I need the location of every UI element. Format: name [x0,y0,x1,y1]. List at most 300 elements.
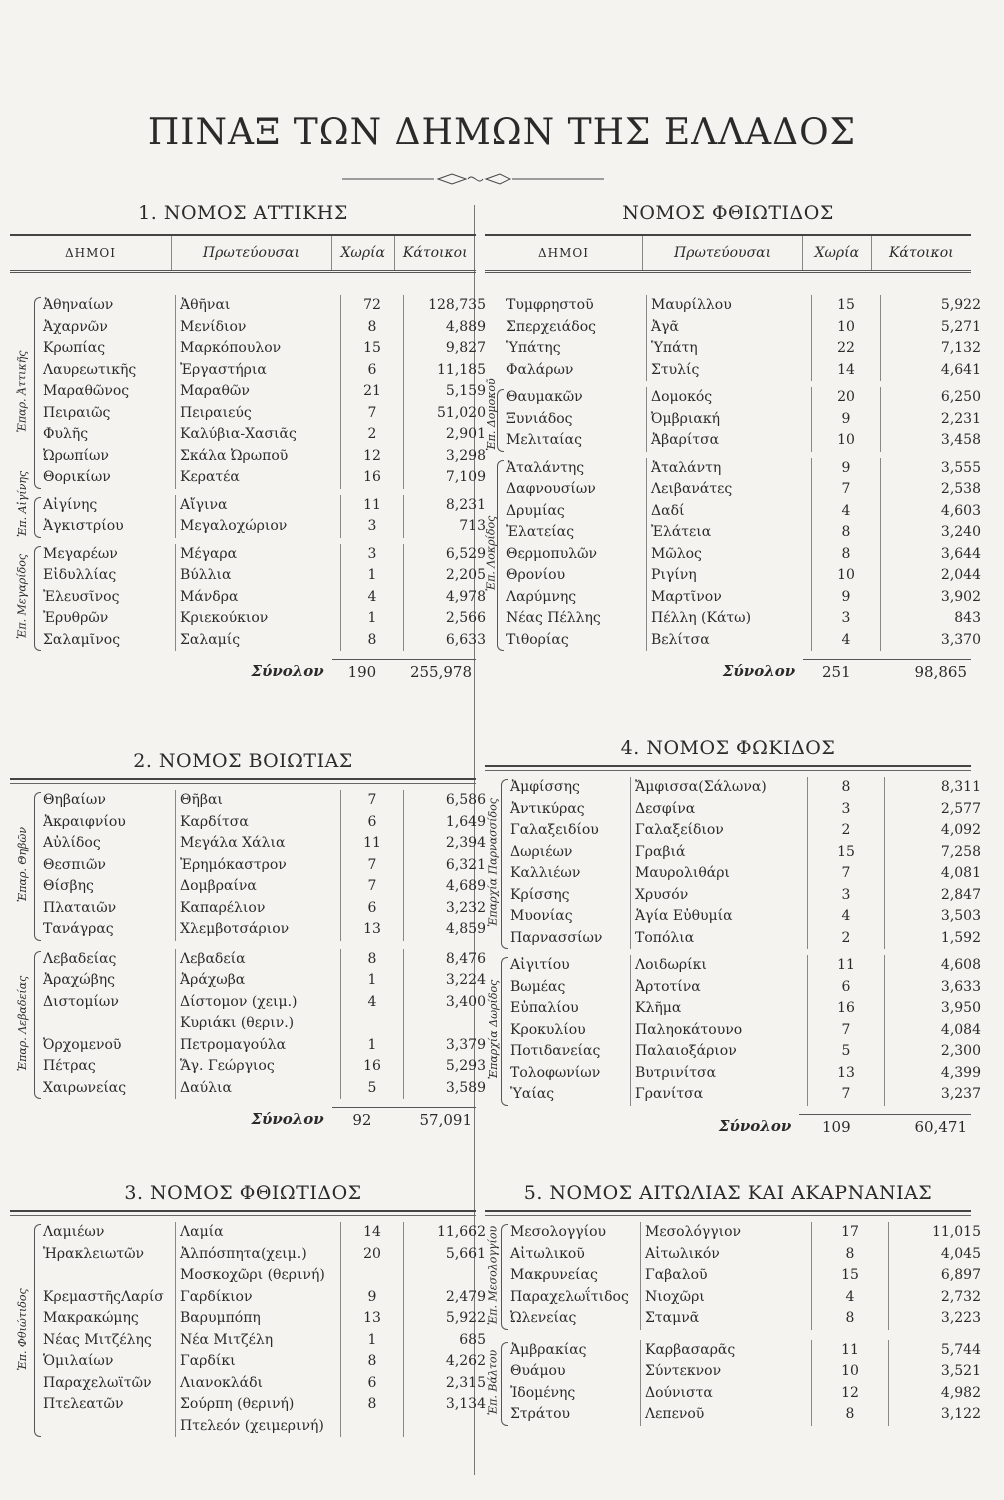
population-count: 51,020 [403,403,490,425]
table-row [40,970,490,992]
section-fthiotida_cont [484,200,981,683]
table-row [40,317,490,339]
district-side [485,295,503,381]
population-count: 6,321 [403,855,490,877]
population-count: 128,735 [403,295,490,317]
population-count: 5,922 [880,295,985,317]
village-count: 7 [340,876,403,898]
dimos-name: Μαραθῶνος [43,383,130,399]
district-label: Ἐπαρχία Παρνασσίδος [486,798,500,927]
capital-name: Νέα Μιτζέλη [175,1330,340,1352]
total-villages: 109 [799,1114,873,1138]
table-row [40,1308,490,1330]
capital-name: Μαρτῖνον [646,587,811,609]
population-count: 3,232 [403,898,490,920]
capital-name: Λειβανάτες [646,479,811,501]
table-row [40,403,490,425]
population-count: 2,847 [884,885,985,907]
capital-name: Μεσολόγγιον [640,1222,811,1244]
population-count: 3,240 [880,522,985,544]
capital-name: Δομοκός [646,387,811,409]
table-row [40,1056,490,1078]
population-count: 3,633 [884,977,985,999]
population-count: 4,859 [403,919,490,941]
table-row [40,1013,490,1035]
population-count: 3,458 [880,430,985,452]
village-count: 8 [807,777,884,799]
dimos-name: Ὀρχομενοῦ [43,1036,122,1053]
header-dimoi: ΔΗΜΟΙ [485,236,643,270]
village-count: 2 [807,928,884,950]
population-count: 2,901 [403,424,490,446]
table-row [503,317,985,339]
district-label: Ἐπ. Δομοκοῦ [484,378,498,451]
village-count: 4 [811,1287,888,1309]
total-label: Σύνολον [251,662,324,680]
dimos-name: Πλαταιῶν [43,899,117,916]
village-count: 8 [811,1404,888,1426]
capital-name: Παληοκάτουνο [630,1020,807,1042]
capital-name: Ὑπάτη [646,338,811,360]
dimos-name [40,1265,175,1287]
dimos-name: Ἀγκιστρίου [43,518,124,534]
table-row [503,587,985,609]
village-count: 10 [811,430,880,452]
capital-name: Ἅγ. Γεώργιος [175,1056,340,1078]
population-count: 3,555 [880,458,985,480]
section-rule [10,778,476,784]
village-count: 20 [340,1244,403,1266]
dimos-name: Χαιρωνείας [43,1079,127,1096]
population-count: 3,298 [403,446,490,468]
district-brace [34,792,41,941]
capital-name: Ἀγᾶ [646,317,811,339]
district-label: Ἐπ. Αἰγίνης [15,470,29,537]
dimos-name: Τολοφωνίων [510,1064,601,1081]
dimos-name: Διστομίων [43,993,119,1010]
table-row [507,1308,985,1330]
district-side [10,949,40,1100]
dimos-name: ΚρεμαστῆςΛαρίσ [43,1288,164,1305]
table-row [40,446,490,468]
capital-name: Πτελεόν (χειμερινή) [175,1416,340,1438]
capital-name: Μαυρίλλου [646,295,811,317]
table-row [40,381,490,403]
village-count: 10 [811,317,880,339]
capital-name: Ἐλάτεια [646,522,811,544]
capital-name: Ἁγία Εὐθυμία [630,906,807,928]
village-count [340,1265,403,1287]
population-count: 7,109 [403,467,490,489]
table-row [40,1265,490,1287]
village-count: 12 [811,1383,888,1405]
village-count: 10 [811,565,880,587]
population-count: 713 [403,516,490,538]
dimos-name: Θρονίου [506,567,566,583]
population-count: 6,586 [403,790,490,812]
village-count: 7 [340,403,403,425]
district-side [10,295,40,489]
district-label: Ἐπαρ. Θηβῶν [15,827,29,903]
district-side [10,470,40,538]
population-count: 5,661 [403,1244,490,1266]
table-row [40,544,490,566]
dimos-name: Ἀταλάντης [506,459,585,476]
district-brace [497,389,504,452]
table-row [40,1244,490,1266]
header-capitals: Πρωτεύουσαι [172,236,332,270]
capital-name: Κυριάκι (θεριν.) [175,1013,340,1035]
dimos-name: Ἀμφίσσης [510,779,580,795]
table-row [40,424,490,446]
header-population: Κάτοικοι [888,245,954,261]
village-count: 22 [811,338,880,360]
total-villages: 190 [332,659,392,683]
capital-name: Ἀράχωβα [175,970,340,992]
table-row [507,1340,985,1362]
capital-name: Μαραθῶν [175,381,340,403]
table-row [40,855,490,877]
capital-name: Ἀθῆναι [175,295,340,317]
dimos-name: Θυάμου [510,1363,566,1379]
table-row [507,820,985,842]
village-count: 6 [340,898,403,920]
section-title: 4. ΝΟΜΟΣ ΦΩΚΙΔΟΣ [620,737,836,759]
district-side [10,790,40,941]
population-count: 2,566 [403,608,490,630]
dimos-name: Δωριέων [510,843,573,860]
capital-name: Σαλαμίς [175,630,340,652]
table-row [40,1394,490,1416]
population-count: 3,503 [884,906,985,928]
table-row [40,833,490,855]
capital-name: Δαδί [646,501,811,523]
table-row [40,630,490,652]
dimos-name [40,1013,175,1035]
total-label: Σύνολον [718,1116,792,1135]
capital-name: Καπαρέλιον [175,898,340,920]
capital-name: Ἀρτοτίνα [630,977,807,999]
section-rule [10,1210,476,1216]
capital-name: Στυλίς [646,360,811,382]
capital-name: Αἰτωλικόν [640,1244,811,1266]
dimos-name: Θίσβης [43,878,94,894]
table-row [503,360,985,382]
table-row [40,876,490,898]
district-brace [34,951,41,1100]
population-count: 2,577 [884,799,985,821]
village-count: 7 [807,1020,884,1042]
dimos-name: Ὑαίας [510,1086,555,1102]
village-count: 4 [340,992,403,1014]
population-count: 11,662 [403,1222,490,1244]
village-count: 3 [340,516,403,538]
capital-name: Γαλαξείδιον [630,820,807,842]
village-count: 8 [340,949,403,971]
population-count: 2,315 [403,1373,490,1395]
village-count: 7 [807,1084,884,1106]
capital-name: Γραβιά [630,842,807,864]
district-side [485,777,507,949]
population-count: 3,122 [888,1404,985,1426]
dimos-name: Σπερχειάδος [506,318,596,335]
village-count: 8 [811,1244,888,1266]
capital-name: Μεγαλοχώριον [175,516,340,538]
district-rows [40,544,490,652]
dimos-name: Θορικίων [43,469,111,485]
table-row [40,992,490,1014]
dimos-name: Λαρύμνης [506,588,577,605]
dimos-name: Ἡρακλειωτῶν [43,1245,145,1262]
district-rows [507,955,985,1106]
village-count: 8 [340,1394,403,1416]
table-row [40,949,490,971]
table-row [40,295,490,317]
district-rows [40,790,490,941]
district-side [485,955,507,1106]
section-fthiotida3 [10,1180,486,1445]
village-count: 20 [811,387,880,409]
population-count: 4,608 [884,955,985,977]
district-group [10,790,486,941]
village-count: 6 [340,812,403,834]
population-count: 1,649 [403,812,490,834]
section-attiki [10,200,486,683]
population-count: 4,045 [888,1244,985,1266]
dimos-name: Ἐλευσῖνος [43,588,120,605]
district-group [10,949,486,1100]
population-count: 2,538 [880,479,985,501]
dimos-name: Ἀχαρνῶν [43,318,108,335]
population-count: 2,394 [403,833,490,855]
table-row [507,1265,985,1287]
table-row [507,799,985,821]
population-count: 7,132 [880,338,985,360]
capital-name: Γαρδίκιον [175,1287,340,1309]
table-row [503,295,985,317]
dimos-name: Αἰγίνης [43,496,98,513]
table-row [503,430,985,452]
dimos-name: Ἐρυθρῶν [43,610,109,626]
dimos-name: Εὐπαλίου [510,1000,579,1016]
capital-name: Δίστομον (χειμ.) [175,992,340,1014]
dimos-name: Πειραιῶς [43,404,111,421]
district-label: Ἐπ. Μεγαρίδος [15,554,29,640]
dimos-name: Θηβαίων [43,792,106,808]
dimos-name: Αἰτωλικοῦ [510,1245,585,1262]
section-title: 1. ΝΟΜΟΣ ΑΤΤΙΚΗΣ [138,202,348,224]
capital-name: Κριεκούκιον [175,608,340,630]
dimos-name: Παραχελωΐτιδος [510,1288,629,1305]
village-count: 15 [811,1265,888,1287]
dimos-name: Ξυνιάδος [506,410,573,427]
table-row [503,458,985,480]
table-row [507,1084,985,1106]
village-count: 11 [811,1340,888,1362]
capital-name: Πετρομαγούλα [175,1035,340,1057]
dimos-name: Ποτιδανείας [510,1043,601,1059]
capital-name: Ἀβαρίτσα [646,430,811,452]
capital-name: Χρυσόν [630,885,807,907]
capital-name: Βύλλια [175,565,340,587]
population-count: 5,271 [880,317,985,339]
capital-name: Σούρπη (θερινή) [175,1394,340,1416]
capital-name: Μάνδρα [175,587,340,609]
population-count: 4,081 [884,863,985,885]
table-row [507,906,985,928]
district-brace [34,546,41,652]
dimos-name: Νέας Πέλλης [506,610,601,626]
village-count: 8 [811,1308,888,1330]
district-group [10,295,486,489]
district-rows [40,295,490,489]
capital-name: Δαύλια [175,1078,340,1100]
table-row [507,1041,985,1063]
dimos-name: Στράτου [510,1406,571,1422]
population-count: 6,529 [403,544,490,566]
village-count: 9 [811,587,880,609]
village-count: 15 [811,295,880,317]
dimos-name: Κροκυλίου [510,1021,586,1038]
dimos-name: Τανάγρας [43,921,114,937]
table-row [40,919,490,941]
table-row [507,977,985,999]
capital-name: Σκάλα Ὠρωποῦ [175,446,340,468]
dimos-name: Μεσολογγίου [510,1224,607,1240]
table-row [507,1287,985,1309]
population-count: 4,982 [888,1383,985,1405]
population-count: 5,159 [403,381,490,403]
dimos-name: Ἀραχώβης [43,972,116,988]
table-row [40,565,490,587]
table-row [40,1078,490,1100]
district-group [484,378,981,452]
dimos-name: Μελιταίας [506,432,582,448]
population-count: 4,641 [880,360,985,382]
village-count: 7 [340,790,403,812]
population-count [403,1265,490,1287]
population-count: 5,922 [403,1308,490,1330]
district-side [10,544,40,652]
dimos-name: Δαφνουσίων [506,481,596,497]
capital-name: Πειραιεύς [175,403,340,425]
population-count: 6,897 [888,1265,985,1287]
capital-name: Γρανίτσα [630,1084,807,1106]
population-count: 5,293 [403,1056,490,1078]
district-rows [503,458,985,652]
table-row [40,1287,490,1309]
table-row [503,479,985,501]
population-count: 2,231 [880,409,985,431]
population-count: 1,592 [884,928,985,950]
table-row [507,777,985,799]
village-count: 3 [807,799,884,821]
population-count: 3,370 [880,630,985,652]
village-count: 12 [340,446,403,468]
table-row [40,898,490,920]
table-row [40,360,490,382]
population-count: 3,224 [403,970,490,992]
population-count: 2,732 [888,1287,985,1309]
table-row [507,842,985,864]
dimos-name: Σαλαμῖνος [43,631,121,648]
capital-name: Δούνιστα [640,1383,811,1405]
district-rows [507,777,985,949]
table-row [40,1035,490,1057]
title-ornament [342,172,604,186]
dimos-name: Αὐλίδος [43,835,101,851]
village-count: 13 [340,1308,403,1330]
district-side [485,1340,507,1426]
village-count: 9 [811,458,880,480]
dimos-name: Θεσπιῶν [43,856,106,873]
village-count: 3 [807,885,884,907]
total-villages: 251 [803,659,869,683]
village-count: 4 [340,587,403,609]
district-rows [40,1222,490,1437]
village-count: 1 [340,1330,403,1352]
district-brace [34,497,41,538]
total-label: Σύνολον [251,1110,324,1128]
population-count: 4,399 [884,1063,985,1085]
total-population: 255,978 [392,659,476,683]
capital-name: Λεπενοῦ [640,1404,811,1426]
village-count: 2 [807,820,884,842]
population-count: 3,950 [884,998,985,1020]
header-capitals: Πρωτεύουσαι [643,236,803,270]
district-label: Ἐπαρ. Λεβαδείας [15,975,29,1072]
table-row [40,812,490,834]
dimos-name: Κρωπίας [43,340,106,356]
dimos-name: Εἰδυλλίας [43,567,117,583]
village-count: 6 [340,1373,403,1395]
table-row [40,790,490,812]
table-row [507,1063,985,1085]
district-brace [501,1342,508,1426]
dimos-name: Νέας Μιτζέλης [43,1331,152,1348]
village-count: 17 [811,1222,888,1244]
population-count: 3,237 [884,1084,985,1106]
capital-name: Κλῆμα [630,998,807,1020]
population-count: 3,589 [403,1078,490,1100]
population-count: 3,134 [403,1394,490,1416]
dimos-name: Ὑπάτης [506,340,561,356]
population-count: 3,379 [403,1035,490,1057]
district-brace [34,297,41,489]
district-group [485,1222,981,1330]
table-row [40,587,490,609]
dimos-name: Μακρακώμης [43,1310,139,1326]
dimos-name: Ὠλενείας [510,1310,577,1326]
population-count: 8,231 [403,495,490,517]
capital-name: Θῆβαι [175,790,340,812]
capital-name: Καλύβια-Χασιᾶς [175,424,340,446]
population-count: 4,262 [403,1351,490,1373]
village-count: 15 [807,842,884,864]
village-count: 3 [340,544,403,566]
capital-name: Ριγίνη [646,565,811,587]
table-row [503,338,985,360]
district-rows [40,495,490,538]
village-count: 4 [811,630,880,652]
district-label: Ἐπ. Μεσολογγίου [486,1225,500,1325]
population-count: 4,603 [880,501,985,523]
dimos-name: Ἀθηναίων [43,297,114,313]
dimos-name: Ἀντικύρας [510,800,585,817]
header-villages: Χωρία [332,236,395,270]
dimos-name: Φυλῆς [43,426,89,442]
village-count: 8 [340,1351,403,1373]
